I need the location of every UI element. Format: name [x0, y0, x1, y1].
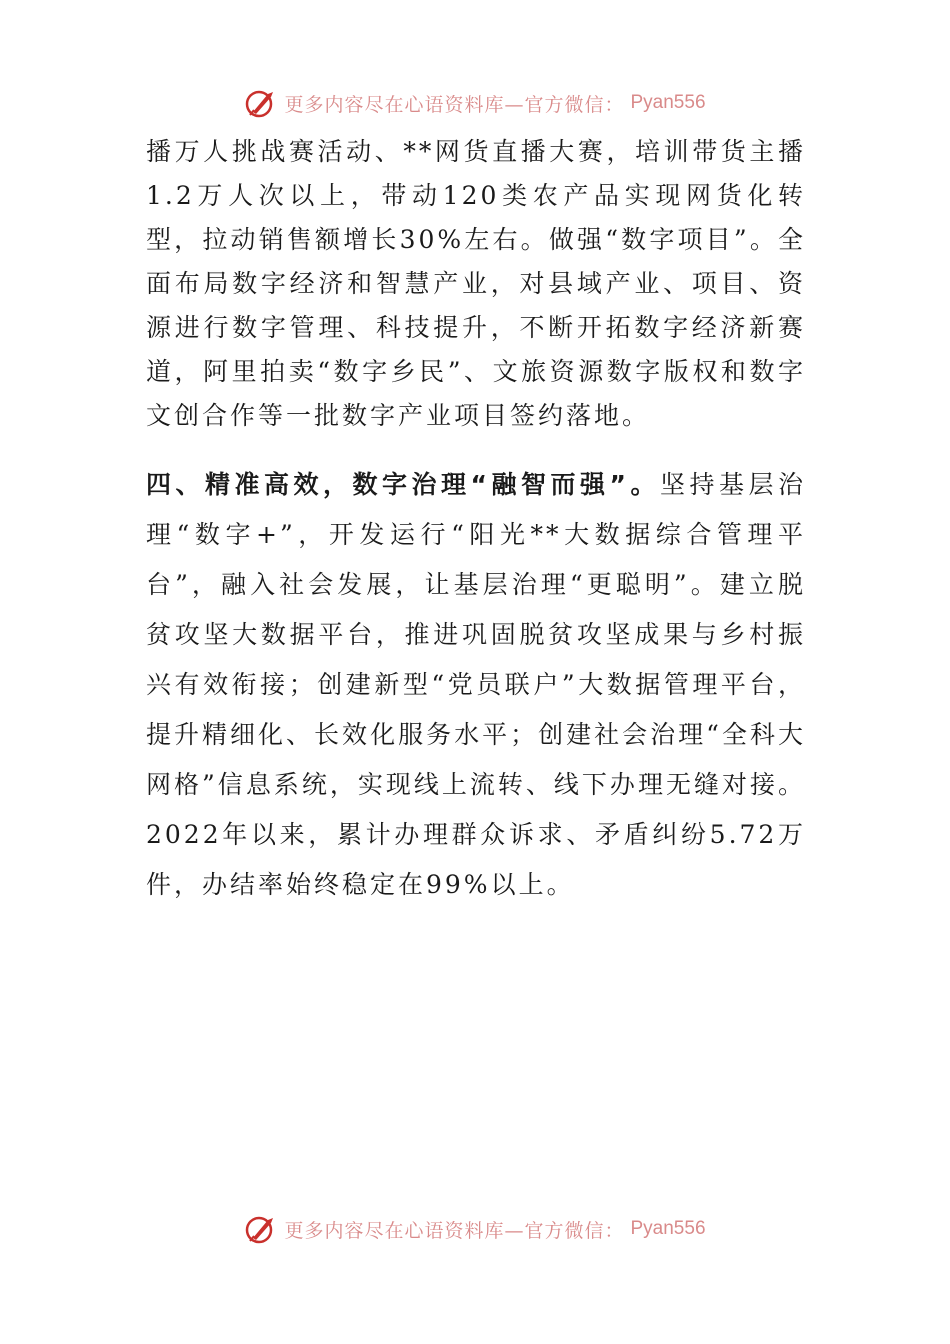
footer-watermark: [0, 1212, 950, 1246]
watermark-handle: Pyan556: [630, 1218, 706, 1239]
header-watermark: [0, 86, 950, 120]
paragraph-1: 播万人挑战赛活动、**网货直播大赛，培训带货主播1.2万人次以上，带动120类农产品实现网货化转型，拉动销售额增长30%左右。做强“数字项目”。全面布局数字经济和智慧产业，对县域产业、项目、资源进行数字管理、科技提升，不断开拓数字经济新赛道，阿里拍卖“数字乡民”、文旅资源数字版权和数字文创合作等一批数字产业项目签约落地。: [146, 137, 806, 430]
pen-nib-circle-icon: [244, 1212, 278, 1246]
document-body: [146, 130, 806, 910]
paragraph-section-4: [146, 460, 806, 910]
section-4-heading: 四、精准高效，数字治理“融智而强”。: [146, 470, 660, 499]
watermark-handle: Pyan556: [630, 92, 706, 113]
section-4-text: 坚持基层治理“数字+”，开发运行“阳光**大数据综合管理平台”，融入社会发展，让基层治理“更聪明”。建立脱贫攻坚大数据平台，推进巩固脱贫攻坚成果与乡村振兴有效衔接；创建新型“党员联户”大数据管理平台，提升精细化、长效化服务水平；创建社会治理“全科大网格”信息系统，实现线上流转、线下办理无缝对接。2022年以来，累计办理群众诉求、矛盾纠纷5.72万件，办结率始终稳定在99%以上。: [146, 470, 806, 899]
watermark-text: 更多内容尽在心语资料库—官方微信：: [284, 93, 625, 116]
watermark-text: 更多内容尽在心语资料库—官方微信：: [284, 1219, 625, 1242]
pen-nib-circle-icon: [244, 86, 278, 120]
